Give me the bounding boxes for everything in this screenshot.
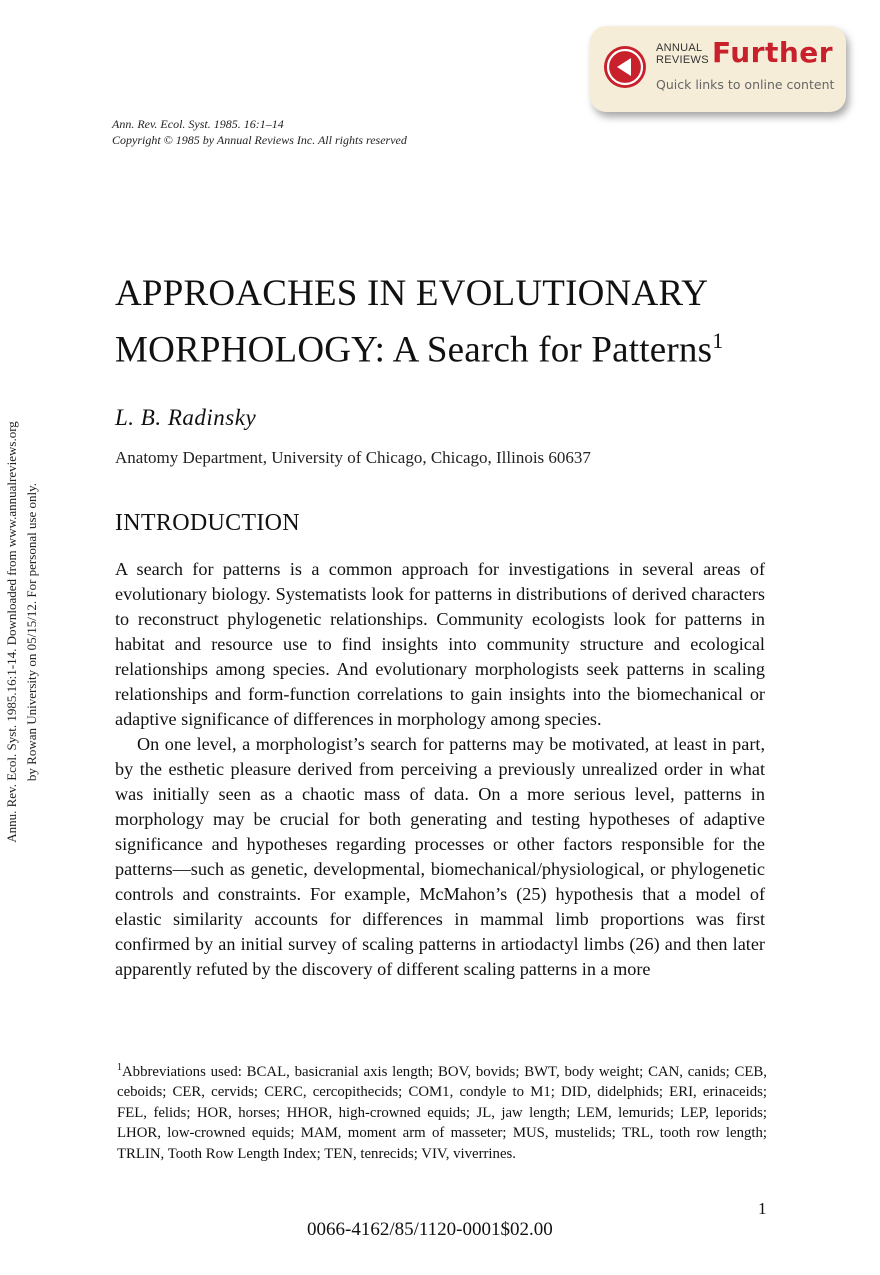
author-name: L. B. Radinsky — [115, 405, 257, 430]
citation-line-1: Ann. Rev. Ecol. Syst. 1985. 16:1–14 — [112, 117, 284, 131]
download-notice-line-2: by Rowan University on 05/15/12. For personal use only. — [24, 482, 39, 782]
title-line-1: APPROACHES IN EVOLUTIONARY — [115, 273, 709, 314]
brand-line-2: REVIEWS — [656, 54, 709, 66]
title-line-2: MORPHOLOGY: A Search for Patterns — [115, 329, 713, 371]
further-links-badge[interactable] — [590, 26, 846, 112]
article-title — [115, 270, 723, 373]
author-affiliation: Anatomy Department, University of Chicago, Chicago, Illinois 60637 — [115, 448, 591, 467]
footnote-text: Abbreviations used: BCAL, basicranial axis length; BOV, bovids; BWT, body weight; CAN, canids; CEB, ceboids; CER, cervids; CERC, cercopithecids; COM1, condyle to M1; DID, didelphids; ERI, erinaceids; FEL, felids; HOR, horses; HHOR, high-crowned equids; JL, jaw length; LEM, lemurids; LEP, leporids; LHOR, low-crowned equids; MAM, moment arm of masseter; MUS, mustelids; TRL, tooth row length; TRLIN, Tooth Row Length Index; TEN, tenrecids; VIV, viverrines. — [117, 1063, 767, 1162]
body-paragraph-1: A search for patterns is a common approach for investigations in several areas of evolutionary biology. Systematists look for patterns in distributions of derived characters to reconstruct phylogenetic relationships. Community ecologists look for patterns in habitat and resource use to find insights into community structure and ecological relationships among species. And evolutionary morphologists seek patterns in scaling relationships and form-function correlations to gain insights into the biomechanical or adaptive significance of differences in morphology among species. — [115, 559, 765, 729]
annual-reviews-logo-text — [656, 42, 709, 66]
journal-citation — [112, 116, 407, 148]
footnote — [117, 1058, 767, 1164]
footnote-mark: 1 — [117, 1062, 122, 1073]
badge-subtitle: Quick links to online content — [656, 77, 835, 92]
section-heading: INTRODUCTION — [115, 510, 300, 536]
article-body — [115, 557, 765, 982]
download-notice-line-1: Annu. Rev. Ecol. Syst. 1985.16:1-14. Downloaded from www.annualreviews.org — [4, 421, 19, 843]
page-number: 1 — [758, 1199, 767, 1218]
body-paragraph-2: On one level, a morphologist’s search for patterns may be motivated, at least in part, by the esthetic pleasure derived from perceiving a previously unrealized order in what was initially seen as a chaotic mass of data. On a more serious level, patterns in morphology may be crucial for both generating and testing hypotheses of adaptive significance and hypotheses regarding processes or other factors responsible for the patterns—such as genetic, developmental, biomechanical/physiological, or phylogenetic controls and constraints. For example, McMahon’s (25) hypothesis that a model of elastic similarity accounts for differences in mammal limb proportions was first confirmed by an initial survey of scaling patterns in artiodactyl limbs (26) and then later apparently refuted by the discovery of different scaling patterns in a more — [115, 734, 765, 979]
title-footnote-mark[interactable]: 1 — [712, 328, 724, 353]
issn-price-line: 0066-4162/85/1120-0001$02.00 — [307, 1219, 553, 1240]
brand-line-1: ANNUAL — [656, 42, 703, 54]
further-label: Further — [712, 36, 834, 69]
citation-line-2: Copyright © 1985 by Annual Reviews Inc. All rights reserved — [112, 133, 407, 147]
download-notice — [2, 352, 50, 912]
back-arrow-icon[interactable] — [604, 46, 646, 88]
